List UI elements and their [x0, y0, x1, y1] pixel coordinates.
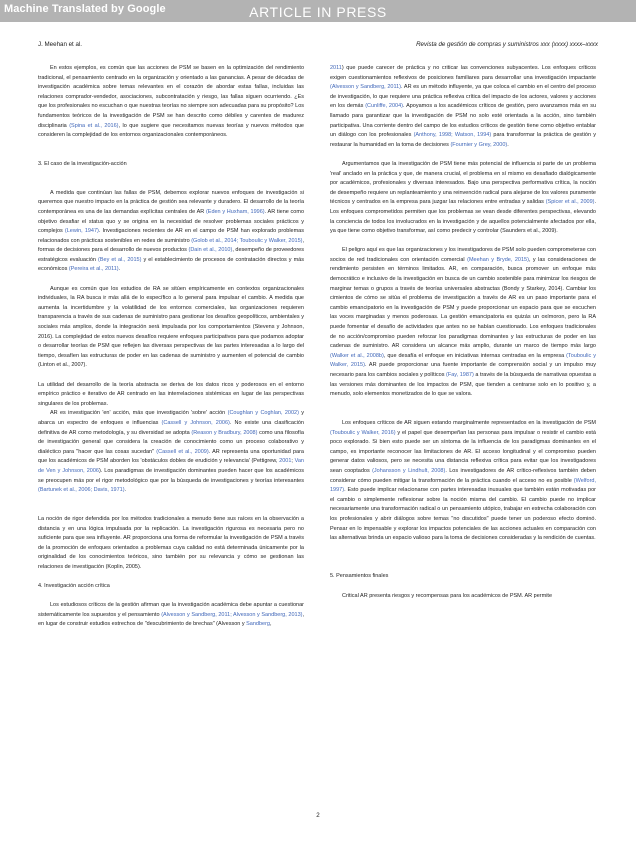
translation-banner — [0, 0, 636, 22]
paragraph: Los enfoques críticos de AR siguen estando marginalmente representados en la investigación de PSM (Touboulic y Walker, 2016) y el papel que desempeñan las personas para impulsar o resistir el cambio está poco explorado. Si bien esto puede ser un síntoma de la influencia de los paradigmas dominantes en el campo, es importante reconocer las limitaciones de AR. El acceso longitudinal y el compromiso pueden generar datos valiosos, pero se necesita una distancia reflexiva crítica para evitar que los investigadores sean cooptados (Johansson y Lindhult, 2008). Los investigadores de AR crítico-reflexivos también deben considerar cómo pueden mitigar la transformación de la práctica cuando el acceso no es posible (Welford, 1997). Esto puede implicar relacionarse con partes interesadas inusuales que también están motivadas por el cambio o simplemente reflexionar sobre la noción misma del cambio. El cambio puede no implicar necesariamente una transformación radical o un pensamiento utópico, trabajar en estrecha colaboración con los profesionales y abrir diálogos sobre temas "no discutidos" puede tener un poderoso efecto dominó. Pensar en lo impensable y explorar los impactos potenciales de las acciones actuales en comparación con las alternativas brinda un espacio valioso para la toma de decisiones consideradas y la rendición de cuentas. — [330, 419, 596, 542]
running-head-authors: J. Meehan et al. — [38, 41, 83, 48]
citation-link[interactable]: 2001 — [279, 458, 292, 465]
paragraph: 2011) que puede carecer de práctica y no criticar las convenciones subyacentes. Los enfoques críticos exigen cuestionamientos reflexivos de posiciones familiares para desarrollar una investigación impactante (Alvesson y Sandberg, 2011). AR es un método influyente, ya que coloca el cambio en el centro del proceso de investigación, lo que requiere una práctica reflexiva crítica del impacto de los actores, valores y acciones en los demás (Cunliffe, 2004). Apoyamos a los académicos críticos de gestión, pero avanzamos más en su llamado para garantizar que la investigación de PSM no solo esté orientada a la acción, sino también participativa. Una corriente dentro del campo de los estudios críticos de gestión tiene como objetivo entablar un diálogo con los profesionales (Anthony, 1998; Watson, 1994) para transformar la práctica de gestión y restaurar la humanidad en la toma de decisiones (Fournier y Grey, 2000). — [330, 65, 596, 148]
paragraph: Aunque es común que los estudios de RA se sitúen empíricamente en contextos organizacionales individuales, la RA busca ir más allá de lo específico a lo general para impulsar el cambio. A medida que aumenta la incertidumbre y la volatilidad de los entornos comerciales, las organizaciones requieren transparencia a través de sus cadenas de suministro para gestionar los desafíos geopolíticos, ambientales y sociales más amplios, donde la integración será impulsada por los comportamientos (Stevens y Johnson, 2016). La complejidad de estos nuevos desafíos requiere enfoques participativos para que podamos adoptar o desarrollar teorías de PSM que reflejen las diversas perspectivas de las partes interesadas a lo largo del tiempo, desafíen las estructuras de poder en las cadenas de suministro y aumenten el potencial de cambio (Linton et al., 2007). — [38, 285, 304, 369]
paragraph: La utilidad del desarrollo de la teoría abstracta se deriva de los datos ricos y poderosos en el entorno empírico práctico e iterativo de AR centrado en las interrelaciones sistémicas en lugar de las perspectivas singulares de los problemas. — [38, 381, 304, 407]
left-column — [38, 64, 304, 640]
citation-link[interactable]: (Fay, 1987) — [446, 372, 474, 378]
citation-link[interactable]: (Welford, 1997) — [330, 477, 596, 494]
paragraph: El peligro aquí es que las organizaciones y los investigadores de PSM solo pueden comprometerse con socios de red tradicionales con orientación comercial (Meehan y Bryde, 2015), y las consideraciones de rendimiento persisten en términos limitados. AR, en comparación, busca promover un enfoque más democrático e inclusivo de la investigación en busca de un cambio sostenible para minimizar los riesgos de marginar temas o grupos a través de teorías universales abstractas (Bondy y Starkey, 2014). Cambiar los cimientos de cómo se sitúa el problema de investigación a través de AR es un paso importante para el cambio emancipatorio en la investigación de PSM y puede proporcionar un espacio para que se escuchen las voces marginadas y menos poderosas. La gestión emancipatoria es quizás un oxímoron, pero la RA puede fomentar el desafío de actividades que antes no se habían cuestionado. Los enfoques tradicionales de no acción/compromiso pueden reforzar los paradigmas dominantes y las estructuras de poder en las cadenas de suministro. AR considera un alcance más amplio, durante un marco de tiempo más largo (Walker et al., 2008b), que desafía el enfoque en iniciativas internas centradas en la empresa (Touboulic y Walker, 2015). AR puede proporcionar una fuente importante de comprensión social y un impulso muy necesario para los cambios sociales y políticos (Fay, 1987) a través de la búsqueda de narrativas opuestas a las versiones más dominantes de los impactos de PSM, que tienden a centrarse solo en lo positivo y, a menudo, solo elementos monetizados de lo que se valora. — [330, 247, 597, 398]
paragraph: Argumentamos que la investigación de PSM tiene más potencial de influencia si parte de un problema 'real' anclado en la práctica y que, de manera crucial, el problema en sí mismo es desafiado dialógicamente por académicos, profesionales y diversas interesados. Bajo una perspectiva performativa crítica, la noción de desempeño requiere un replanteamiento y una reinvención radical para alejarse de los valores puramente técnicos y centrados en la empresa para juzgar las relaciones entre entradas y salidas (Spicer et al., 2009). Los enfoques comprometidos permiten que los problemas se vean desde diferentes perspectivas, elevando la conciencia de todos los involucrados en la investigación y de aquellos potencialmente afectados por ella, ya que tiene como objetivo transformar, así como predecir y controlar (Saunders et al., 2009). — [330, 160, 597, 235]
section-heading: 4. Investigación acción crítica — [38, 583, 110, 590]
citation-link[interactable]: (Johansson y Lindhult, 2008) — [372, 467, 446, 474]
citation-link[interactable]: (Cassell y Johnson, 2006) — [161, 419, 230, 426]
citation-link[interactable]: (Spina et al., 2016) — [69, 122, 119, 129]
citation-link[interactable]: (Spicer et al., 2009) — [545, 199, 595, 206]
citation-link[interactable]: (Bey et al., 2015) — [98, 256, 142, 263]
citation-link[interactable]: (Fournier y Grey, 2000) — [450, 141, 508, 148]
paragraph: La noción de rigor defendida por los métodos tradicionales a menudo tiene sus raíces en la observación a distancia y en una lógica impulsada por la replicación. La investigación rigurosa es necesaria pero no suficiente para que sea influyente. AR proporciona una forma de reformular la investigación de PSM a través de la promoción de enfoques orientados a problemas cuya calidad no está determinada únicamente por la originalidad de los conocimientos teóricos, sino también por su relevancia y cómo se gestionan las relaciones de investigación (Koplin, 2005). — [38, 515, 304, 570]
page-number: 2 — [316, 812, 320, 819]
citation-link[interactable]: (Cunliffe, 2004) — [365, 103, 404, 110]
citation-link[interactable]: Sandberg — [246, 621, 270, 628]
paragraph: Critical AR presenta riesgos y recompensas para los académicos de PSM. AR permite — [342, 592, 553, 599]
paragraph: AR es investigación 'en' acción, más que investigación 'sobre' acción (Coughlan y Coghlan, 2002) y abarca un espectro de enfoques e influencias (Cassell y Johnson, 2006). No existe una clasificación definitiva de AR como metodología, y su diversidad se adopta (Reason y Bradbury, 2008) como una filosofía de investigación general que considera la creación de conocimiento como un proceso colaborativo y dialéctico para "hacer que las cosas sucedan" (Cassell et al., 2009). AR representa una oportunidad para que los académicos de PSM aborden los 'obstáculos dobles de erudición y relevancia' (Pettigrew, 2001; Van de Ven y Johnson, 2006). Los paradigmas de investigación dominantes pueden hacer que los académicos se preocupen más por el rigor metodológico que por la búsqueda de investigaciones y teorías interesantes (Bartunek et al., 2006; Davis, 1971). — [38, 410, 305, 494]
article-in-press-label: ARTICLE IN PRESS — [249, 4, 387, 20]
citation-link[interactable]: (Touboulic y Walker, 2015) — [330, 352, 596, 369]
citation-link[interactable]: (Coughlan y Coghlan, 2002) — [227, 410, 299, 417]
section-heading: 3. El caso de la investigación-acción — [38, 160, 127, 167]
citation-link[interactable]: (Meehan y Bryde, 2015) — [467, 256, 529, 263]
machine-translated-label: Machine Translated by Google — [4, 3, 166, 15]
paragraph: A medida que continúan las fallas de PSM, debemos explorar nuevos enfoques de investigación si queremos que nuestro impacto en la práctica de gestión sea relevante y duradero. El desarrollo de la teoría contemporánea es una de las demandas explícitas centrales de AR (Eden y Huxham, 1996). AR tiene como objetivo desafiar el status quo y se origina en la necesidad de resolver problemas sociales prácticos y complejos (Lewin, 1947). Investigaciones recientes de AR en el campo de PSM han explorado problemas relacionados con prácticas sostenibles en redes de suministro (Golob et al., 2014; Touboulic y Walker, 2015), formas de decisiones para el desarrollo de nuevos productos (Dain et al., 2010), desempeño de proveedores estratégicos evaluación (Bey et al., 2015) y el establecimiento de procesos de contratación directos y más económicos (Pereira et al., 2011). — [38, 189, 305, 273]
citation-link[interactable]: 2011 — [330, 65, 342, 71]
citation-link[interactable]: (Pereira et al., 2011) — [68, 266, 119, 273]
citation-link[interactable]: (Golob et al., 2014; Touboulic y Walker, 2015) — [191, 237, 303, 244]
section-heading: 5. Pensamientos finales — [330, 573, 389, 580]
citation-link[interactable]: (Bartunek et al., 2006; Davis, 1971) — [38, 487, 125, 494]
citation-link[interactable]: (Lewin, 1947) — [64, 228, 99, 235]
running-head-journal: Revista de gestión de compras y suministros xxx (xxxx) xxxx–xxxx — [416, 41, 598, 48]
paragraph: En estos ejemplos, es común que las acciones de PSM se basen en la optimización del rendimiento tradicional, el pensamiento centrado en la organización y orientado a las ganancias. A pesar de décadas de investigación académica sobre temas relevantes en el corazón de abordar estas fallas, incluidas las relaciones comprador-vendedor, asociaciones, subcontratación y riesgo, las fallas siguen ocurriendo. ¿Es que los profesionales no escuchan o que nuestras teorías no siempre son adecuadas para su propósito? Los fundamentos teóricos de la investigación de PSM se han descrito como débiles y carentes de madurez disciplinaria (Spina et al., 2016), lo que sugiere que necesitamos nuevas teorías y nuevos métodos que consideren la complejidad de los entornos organizacionales contemporáneos. — [38, 65, 305, 139]
citation-link[interactable]: (Eden y Huxham, 1996) — [205, 208, 265, 215]
citation-link[interactable]: (Anthony, 1998; Watson, 1994) — [413, 132, 492, 139]
citation-link[interactable]: (Alvesson y Sandberg, 2011) — [330, 84, 401, 91]
citation-link[interactable]: (Reason y Bradbury, 2008) — [191, 429, 258, 436]
citation-link[interactable]: (Alvesson y Sandberg, 2011; Alvesson y Sandberg, 2013) — [161, 611, 303, 618]
paragraph: Los estudiosos críticos de la gestión afirman que la investigación académica debe apuntar a cuestionar sistemáticamente los supuestos y el pensamiento (Alvesson y Sandberg, 2011; Alvesson y Sandberg, 2013), en lugar de construir estudios estrechos de "descubrimiento de brechas" (Alvesson y Sandberg, — [38, 602, 304, 628]
citation-link[interactable]: (Dain et al., 2010) — [188, 247, 233, 254]
citation-link[interactable]: (Walker et al., 2008b) — [330, 352, 384, 359]
right-column — [330, 64, 596, 611]
citation-link[interactable]: (Touboulic y Walker, 2016) — [330, 429, 396, 436]
citation-link[interactable]: Van de Ven y Johnson, 2006 — [38, 458, 304, 474]
citation-link[interactable]: (Cassell et al., 2009) — [156, 448, 209, 455]
